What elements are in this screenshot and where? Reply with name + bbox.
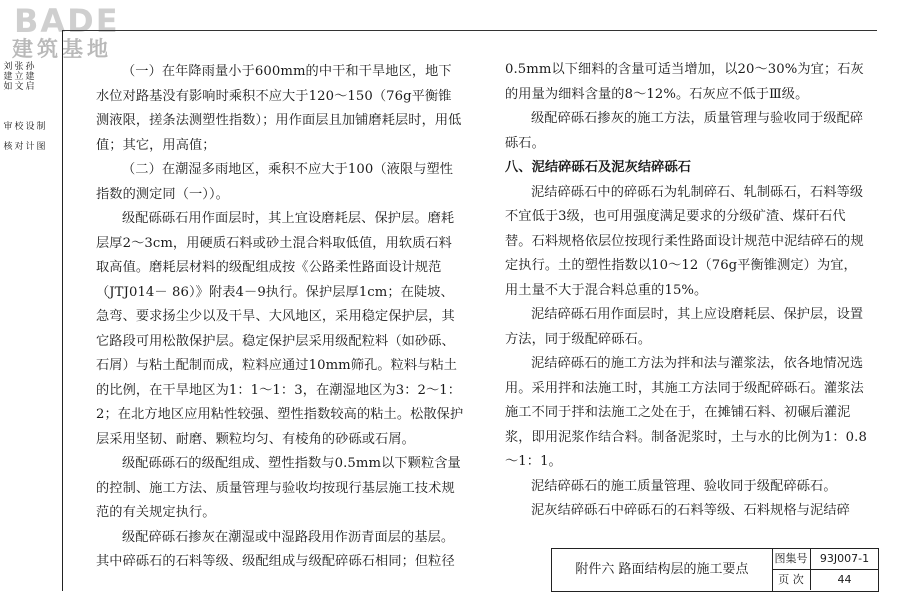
- signature-cell: 张立文: [14, 62, 24, 92]
- signature-cell: 计: [25, 142, 35, 152]
- signature-cell: 孙建启: [25, 62, 35, 92]
- paragraph: 级配碎砾石掺灰在潮湿或中湿路段用作沥青面层的基层。其中碎砾石的石料等级、级配组成与级配碎砾石相同；但粒径: [96, 529, 455, 569]
- paragraph: 泥结碎砾石的施工质量管理、验收同于级配碎砾石。: [531, 478, 837, 494]
- paragraph: 泥结碎砾石中的碎砾石为轧制碎石、轧制砾石，石料等级不宜低于3级，也可用强度满足要求的分级矿渣、煤矸石代替。石料规格依层位按现行柔性路面设计规范中泥结碎石的规定执行。土的塑性指数以10～12（76g平衡锥测定）为宜，用土量不大于混合料总重的15%。: [505, 184, 864, 298]
- signature-cell: 设: [25, 122, 35, 132]
- paragraph: 级配砾砾石用作面层时，其上宜设磨耗层、保护层。磨耗层厚2～3cm，用硬质石料或砂土混合料取低值，用软质石料取高值。磨耗层材料的级配组成按《公路柔性路面设计规范（JTJ014－ 86）》附表4－9执行。保护层厚1cm；在陡坡、急弯、要求扬尘少以及干旱、大风地区，采用稳定保护层，其它路段可用松散保护层。稳定保护层采用级配粒料（如砂砾、石屑）与粘土配制而成，粒料应通过10mm筛孔。粒料与粘土的比例，在干旱地区为1：1～1：3，在潮湿地区为3：2～1：2；在北方地区应用粘性较强、塑性指数较高的粘土。松散保护层采用坚韧、耐磨、颗粒均匀、有棱角的砂砾或石屑。: [96, 211, 464, 447]
- watermark-subtitle: 建筑基地: [12, 37, 112, 61]
- signature-cell: 审: [3, 122, 13, 132]
- paragraph: 泥灰结碎砾石中碎砾石的石料等级、石料规格与泥结碎: [531, 503, 850, 518]
- signature-cell: 对: [14, 142, 24, 152]
- paragraph: （一）在年降雨量小于600mm的中干和干旱地区，地下水位对路基没有影响时乘积不应大于120～150（76g平衡锥测液限，搓条法测塑性指数）；用作面层且加铺磨耗层时，用低值；其它，用高值；: [96, 64, 462, 153]
- signature-cell: 刘建如: [3, 62, 13, 92]
- watermark-brand: BADE: [14, 2, 120, 40]
- paragraph: 0.5mm以下细料的含量可适当增加，以20～30%为宜；石灰的用量为细料含量的8～12%。石灰应不低于Ⅲ级。: [505, 62, 864, 102]
- right-text-column: [505, 58, 870, 524]
- signature-column: [0, 60, 46, 190]
- drawing-title: 附件六 路面结构层的施工要点: [552, 549, 773, 591]
- signature-cell: 图: [36, 142, 46, 152]
- set-number-value: 93J007-1: [811, 549, 878, 570]
- paragraph: 级配碎砾石掺灰的施工方法，质量管理与验收同于级配碎砾石。: [505, 111, 864, 151]
- title-block: [551, 548, 879, 592]
- page-label: 页 次: [772, 570, 811, 590]
- signature-cell: 校: [14, 122, 24, 132]
- paragraph: （二）在潮湿多雨地区，乘积不应大于100（液限与塑性指数的测定同（一））。: [96, 162, 454, 202]
- set-number-label: 图集号: [772, 549, 811, 570]
- signature-cell: 核: [3, 142, 13, 152]
- page-number: 44: [837, 573, 852, 586]
- paragraph: 级配砾砾石的级配组成、塑性指数与0.5mm以下颗粒含量的控制、施工方法、质量管理与验收均按现行基层施工技术规范的有关规定执行。: [96, 456, 461, 520]
- signature-cell: 制: [36, 122, 46, 132]
- paragraph: 泥结碎砾石用作面层时，其上应设磨耗层、保护层，设置方法，同于级配碎砾石。: [505, 307, 864, 347]
- left-text-column: [96, 60, 464, 575]
- paragraph: 泥结碎砾石的施工方法为拌和法与灌浆法，依各地情况选用。采用拌和法施工时，其施工方法同于级配碎砾石。灌浆法施工不同于拌和法施工之处在于，在摊铺石料、初碾后灌泥浆，即用泥浆作结合料。制备泥浆时，土与水的比例为1：0.8～1：1。: [505, 356, 867, 469]
- paragraph: 八、泥结碎砾石及泥灰结碎砾石: [505, 160, 692, 175]
